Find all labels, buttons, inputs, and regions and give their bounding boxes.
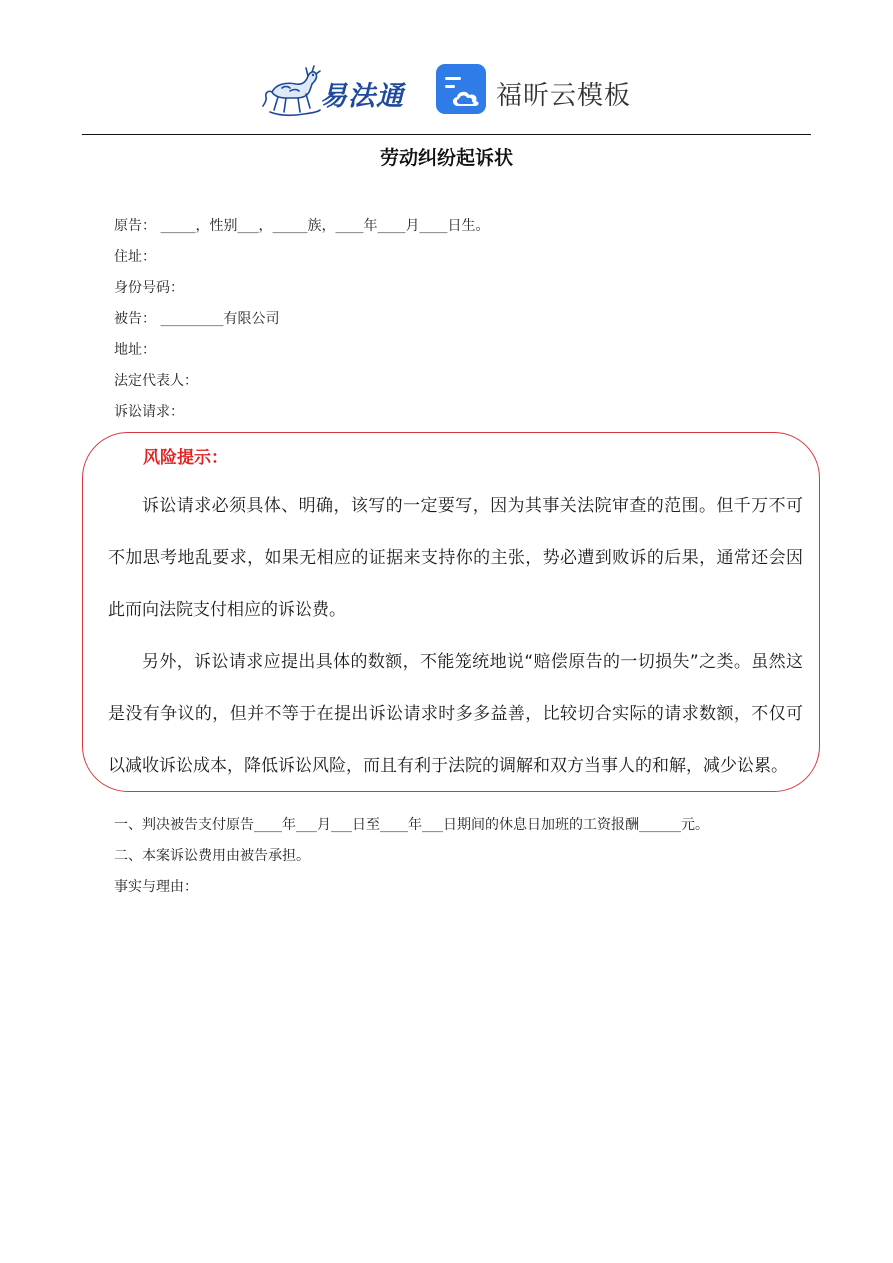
yifatong-brand-text: 易法通 — [320, 81, 404, 112]
risk-notice-title: 风险提示： — [143, 448, 228, 468]
risk-paragraph: 诉讼请求必须具体、明确，该写的一定要写，因为其事关法院审查的范围。但千万不可不加思考地乱要求，如果无相应的证据来支持你的主张，势必遭到败诉的后果，通常还会因此而向法院支付相应的诉讼费。 — [108, 496, 803, 620]
legal-representative-line: 法定代表人： — [114, 373, 198, 389]
document-title: 劳动纠纷起诉状 — [379, 147, 513, 169]
cloud-document-icon — [436, 64, 486, 114]
qilin-icon — [262, 62, 322, 118]
page-header — [0, 58, 893, 124]
claims-heading: 诉讼请求： — [114, 404, 184, 420]
risk-notice-body — [108, 480, 803, 792]
party-info-section — [114, 211, 489, 428]
yifatong-logo — [262, 62, 412, 118]
defendant-line: 被告： _________有限公司 — [114, 311, 280, 327]
risk-paragraph: 另外，诉讼请求应提出具体的数额，不能笼统地说“赔偿原告的一切损失”之类。虽然这是没有争议的，但并不等于在提出诉讼请求时多多益善，比较切合实际的请求数额，不仅可以减收诉讼成本，降低诉讼风险，而且有利于法院的调解和双方当事人的和解，减少讼累。 — [108, 652, 803, 776]
claims-section — [114, 810, 709, 903]
header-divider — [82, 134, 811, 135]
plaintiff-line: 原告： _____，性别___，_____族，____年____月____日生。 — [114, 218, 490, 234]
defendant-address-line: 地址： — [114, 342, 156, 358]
claim-item: 一、判决被告支付原告____年___月___日至____年___日期间的休息日加班的工资报酬______元。 — [114, 817, 709, 833]
facts-and-reasons-heading: 事实与理由： — [114, 879, 198, 895]
foxit-brand-text: 福昕云模板 — [496, 81, 632, 111]
claim-item: 二、本案诉讼费用由被告承担。 — [114, 848, 310, 864]
id-number-line: 身份号码： — [114, 280, 184, 296]
address-line: 住址： — [114, 249, 156, 265]
foxit-template-logo — [436, 62, 636, 118]
